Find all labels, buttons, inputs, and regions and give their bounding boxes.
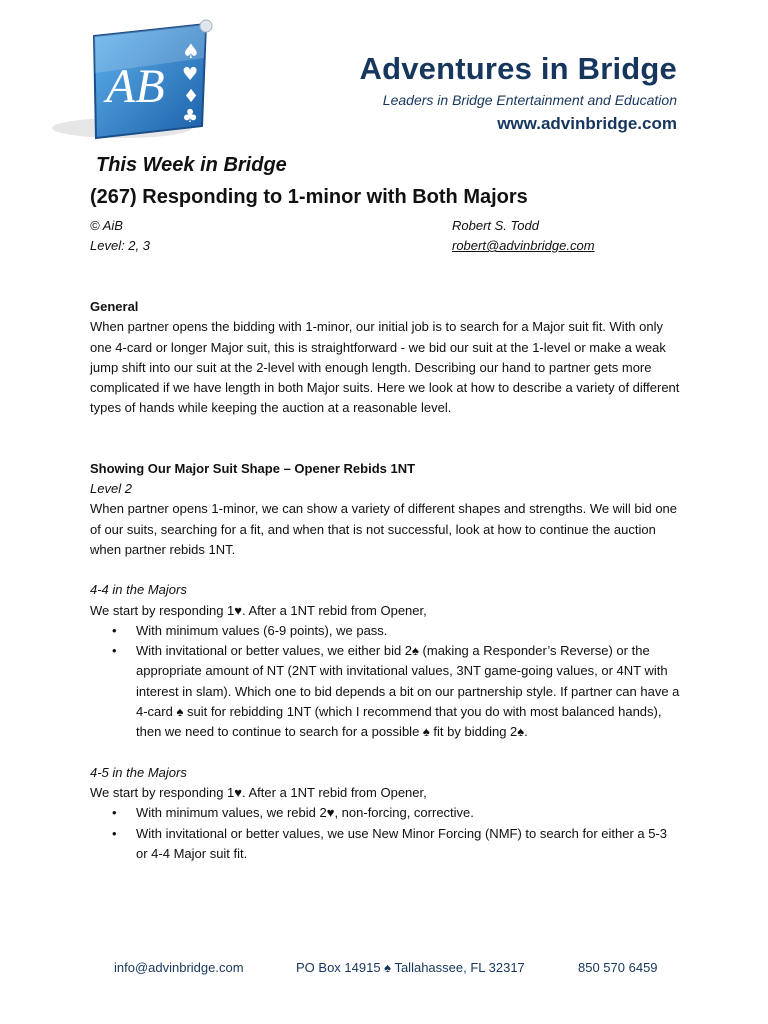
list-item: • With minimum values, we rebid 2♥, non-forcing, corrective. bbox=[136, 803, 682, 823]
section-heading-showing: Showing Our Major Suit Shape – Opener Rebids 1NT bbox=[90, 460, 416, 476]
intro-4-4: We start by responding 1♥. After a 1NT rebid from Opener, bbox=[90, 602, 427, 618]
bullet-list-4-5 bbox=[90, 803, 682, 864]
page-title: (267) Responding to 1-minor with Both Majors bbox=[90, 186, 528, 208]
svg-text:♥: ♥ bbox=[182, 64, 199, 85]
author-name: Robert S. Todd bbox=[452, 218, 539, 233]
svg-text:♠: ♠ bbox=[182, 39, 200, 63]
paragraph-general: When partner opens the bidding with 1-minor, our initial job is to search for a Major suit fit. With only one 4-card or longer Major suit, this is straightforward - we bid our suit at the 1-level or make a weak jump shift into our suit at the 2-level with enough length. Describing our hand to partner gets more complicated if we have length in both Major suits. Here we look at how to describe a variety of different types of hands while keeping the auction at a reasonable level. bbox=[90, 319, 680, 416]
copyright-text: © AiB bbox=[90, 218, 123, 233]
footer-address: PO Box 14915 ♠ Tallahassee, FL 32317 bbox=[296, 960, 525, 975]
logo-graphic bbox=[50, 18, 222, 148]
series-title: This Week in Bridge bbox=[96, 154, 287, 176]
author-email-link[interactable]: robert@advinbridge.com bbox=[452, 238, 595, 253]
brand-header bbox=[360, 50, 678, 134]
svg-text:♦: ♦ bbox=[183, 86, 200, 107]
logo-letters: AB bbox=[106, 60, 165, 113]
brand-title: Adventures in Bridge bbox=[359, 51, 677, 86]
section-level: Level 2 bbox=[90, 481, 132, 497]
footer-phone: 850 570 6459 bbox=[578, 960, 658, 975]
document-meta bbox=[90, 216, 680, 256]
footer-email-link[interactable]: info@advinbridge.com bbox=[114, 960, 244, 975]
svg-text:♣: ♣ bbox=[182, 106, 199, 127]
bullet-list-4-4 bbox=[90, 621, 682, 743]
level-text: Level: 2, 3 bbox=[90, 238, 150, 253]
list-item: • With invitational or better values, we either bid 2♠ (making a Responder’s Reverse) or the appropriate amount of NT (2NT with invitational values, 3NT game-going values, or 4NT with interest in slam). Which one to bid depends a bit on our partnership style. If partner can have a 4-card ♠ suit for rebidding 1NT (which I recommend that you do with most balanced hands), then we need to continue to search for a possible ♠ fit by bidding 2♠. bbox=[136, 641, 682, 742]
section-heading-general: General bbox=[90, 299, 139, 314]
list-item: • With invitational or better values, we use New Minor Forcing (NMF) to search for either a 5-3 or 4-4 Major suit fit. bbox=[136, 824, 682, 865]
paragraph-showing: When partner opens 1-minor, we can show a variety of different shapes and strengths. We will bid one of our suits, searching for a fit, and when that is not successful, look at how to continue the auction when partner rebids 1NT. bbox=[90, 501, 678, 557]
intro-4-5: We start by responding 1♥. After a 1NT rebid from Opener, bbox=[90, 784, 427, 800]
subheading-4-4: 4-4 in the Majors bbox=[90, 582, 187, 598]
brand-url-link[interactable]: www.advinbridge.com bbox=[497, 114, 677, 133]
brand-tagline: Leaders in Bridge Entertainment and Education bbox=[382, 92, 677, 108]
article-body bbox=[90, 297, 682, 864]
adventures-in-bridge-logo bbox=[50, 18, 222, 148]
subheading-4-5: 4-5 in the Majors bbox=[90, 764, 187, 780]
list-item: • With minimum values (6-9 points), we pass. bbox=[136, 621, 682, 641]
